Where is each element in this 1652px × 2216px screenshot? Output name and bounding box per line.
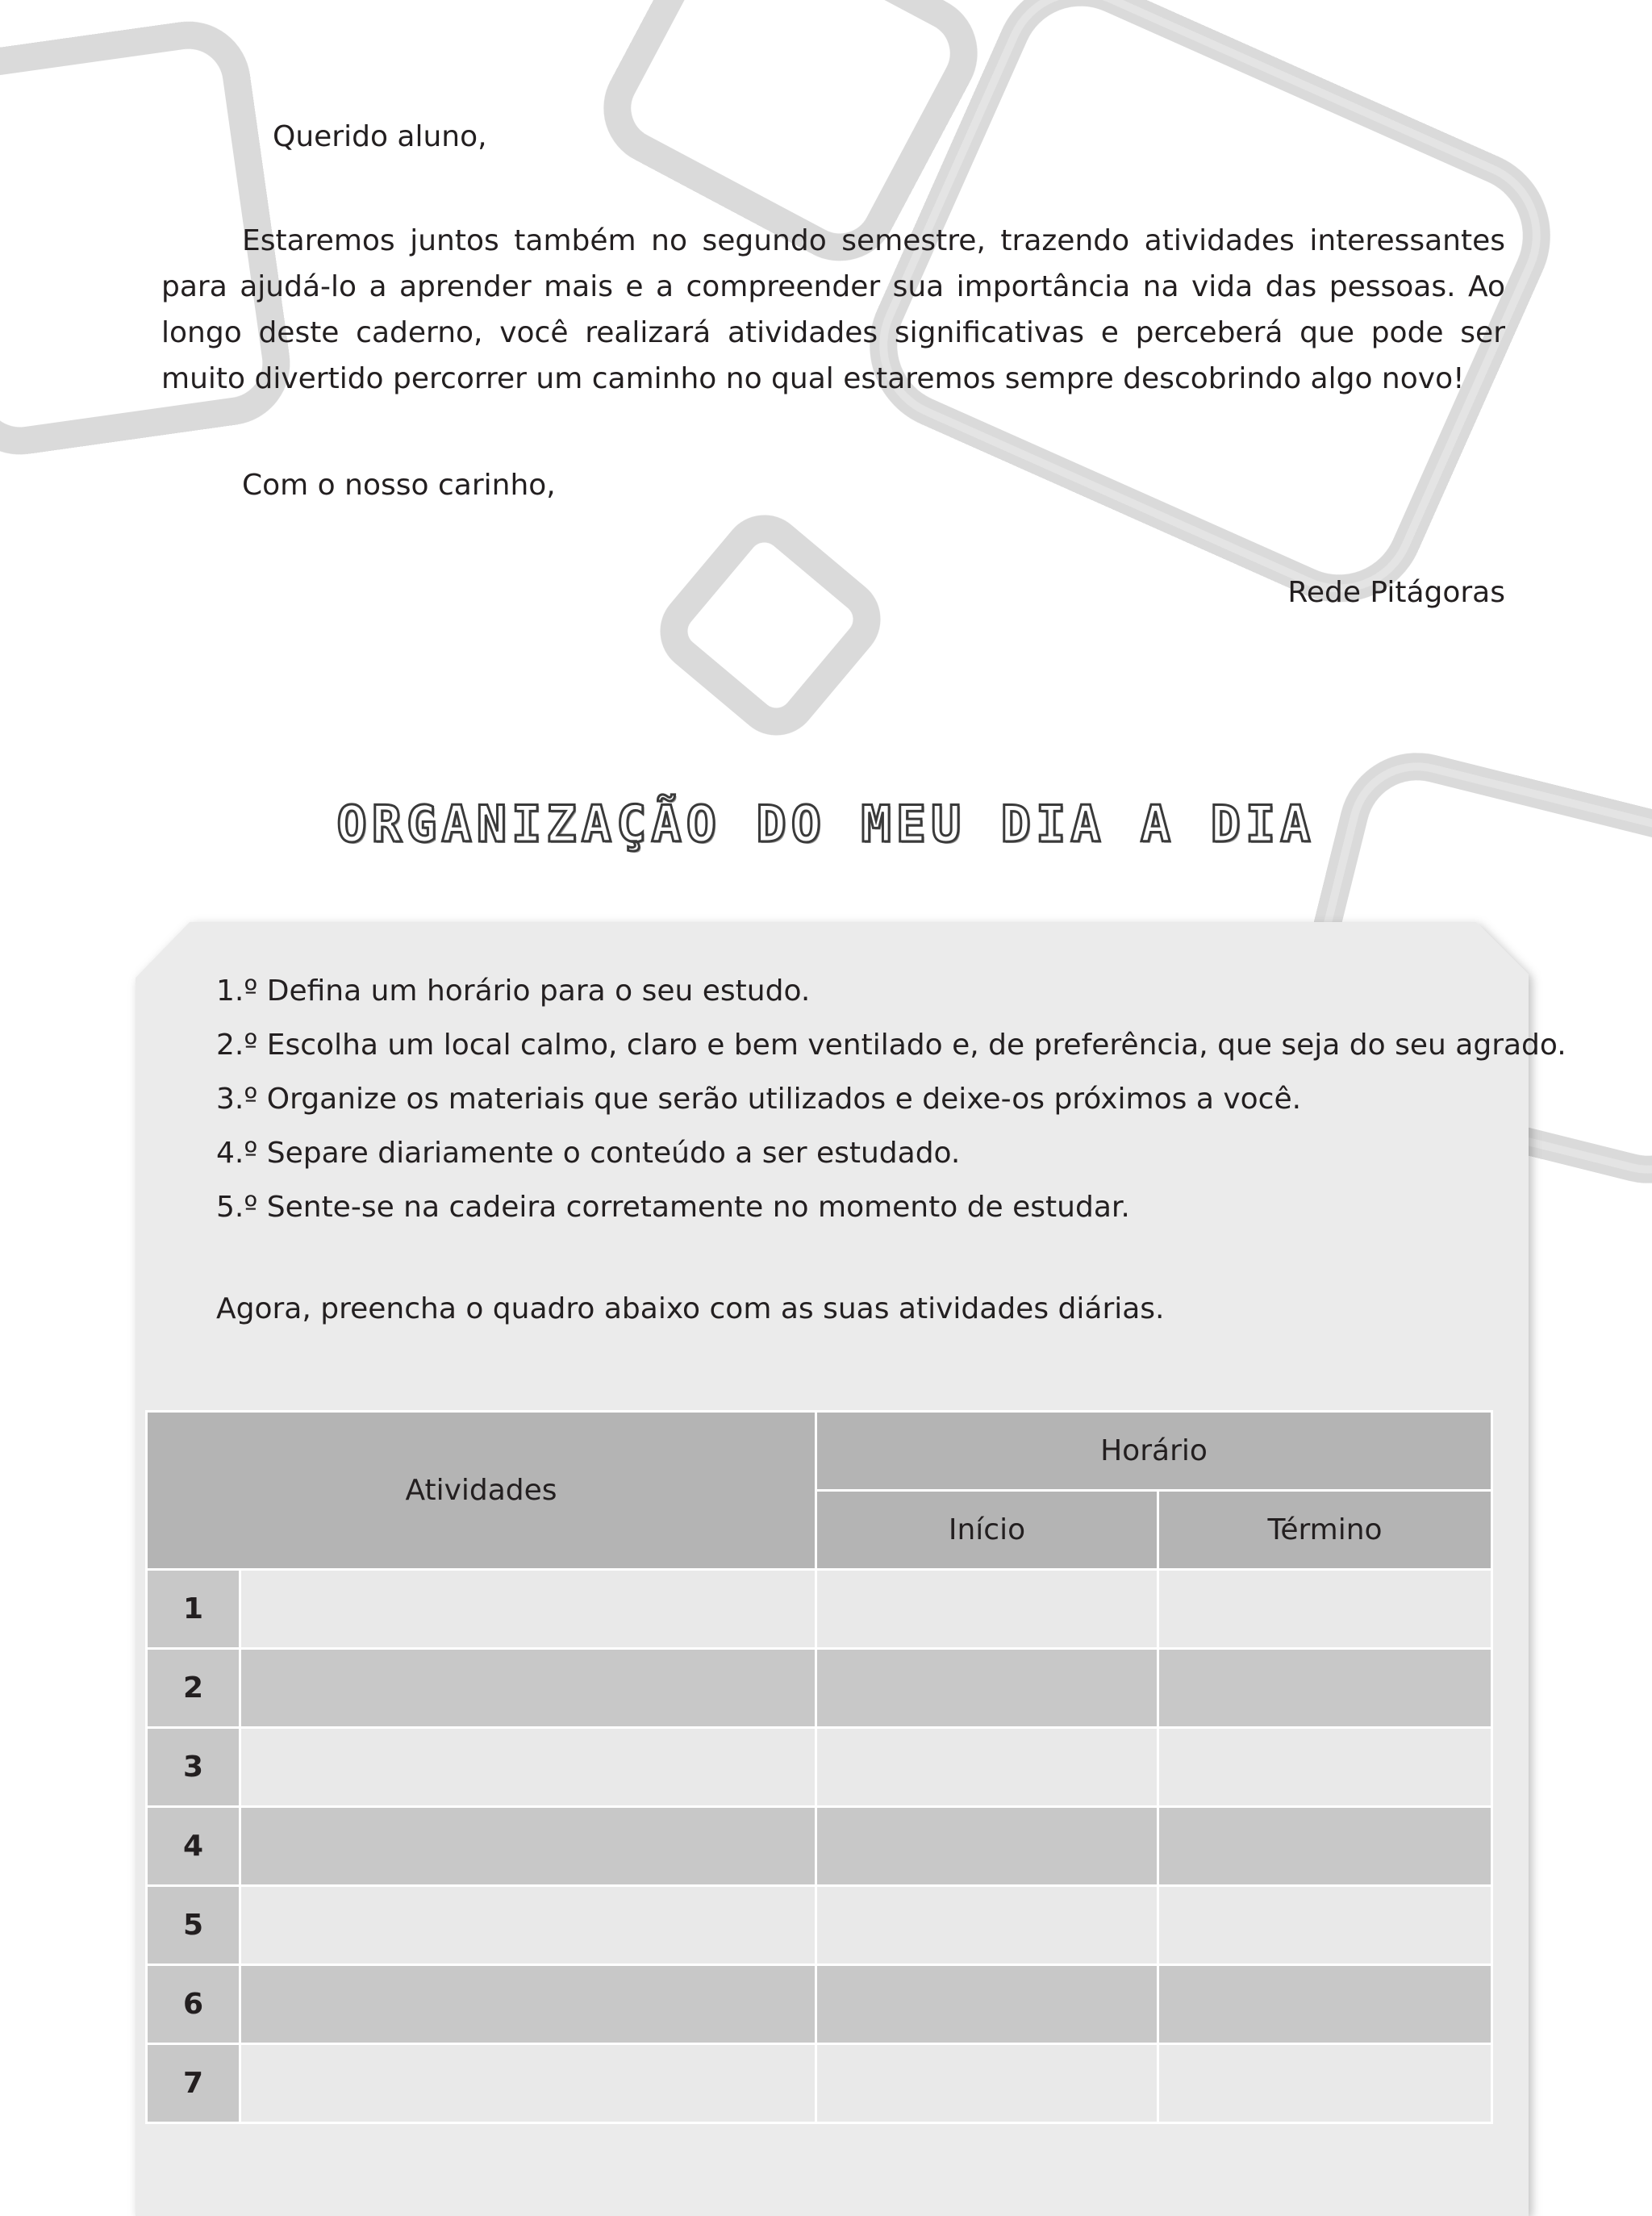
end-cell[interactable] [1158, 1649, 1492, 1728]
activity-cell[interactable] [240, 1886, 816, 1965]
activity-cell[interactable] [240, 1728, 816, 1807]
letter-signature: Rede Pitágoras [1287, 576, 1505, 609]
header-start: Início [816, 1491, 1158, 1570]
end-cell[interactable] [1158, 1807, 1492, 1886]
row-number: 2 [147, 1649, 240, 1728]
end-cell[interactable] [1158, 1965, 1492, 2044]
table-row [147, 1649, 1492, 1728]
table-row [147, 1886, 1492, 1965]
table-row [147, 1570, 1492, 1649]
start-cell[interactable] [816, 1807, 1158, 1886]
letter-greeting: Querido aluno, [273, 120, 487, 153]
activity-cell[interactable] [240, 1807, 816, 1886]
table-row [147, 1807, 1492, 1886]
row-number: 5 [147, 1886, 240, 1965]
tip-item: 5.º Sente-se na cadeira corretamente no momento de estudar. [216, 1191, 1130, 1224]
section-title: ORGANIZAÇÃO DO MEU DIA A DIA [336, 795, 1316, 853]
row-number: 4 [147, 1807, 240, 1886]
start-cell[interactable] [816, 1728, 1158, 1807]
tip-item: 3.º Organize os materiais que serão utilizados e deixe-os próximos a você. [216, 1083, 1302, 1116]
header-time: Horário [816, 1412, 1492, 1491]
instruction-text: Agora, preencha o quadro abaixo com as suas atividades diárias. [216, 1292, 1165, 1325]
row-number: 7 [147, 2044, 240, 2123]
start-cell[interactable] [816, 1649, 1158, 1728]
tip-item: 2.º Escolha um local calmo, claro e bem ventilado e, de preferência, que seja do seu agrado. [216, 1029, 1566, 1062]
activity-cell[interactable] [240, 2044, 816, 2123]
row-number: 6 [147, 1965, 240, 2044]
start-cell[interactable] [816, 1965, 1158, 2044]
header-activities: Atividades [147, 1412, 816, 1570]
row-number: 3 [147, 1728, 240, 1807]
tip-item: 1.º Defina um horário para o seu estudo. [216, 974, 811, 1008]
letter-closing: Com o nosso carinho, [242, 469, 556, 502]
tip-item: 4.º Separe diariamente o conteúdo a ser estudado. [216, 1137, 961, 1170]
activity-cell[interactable] [240, 1965, 816, 2044]
header-end: Término [1158, 1491, 1492, 1570]
row-number: 1 [147, 1570, 240, 1649]
table-row [147, 2044, 1492, 2123]
end-cell[interactable] [1158, 1570, 1492, 1649]
start-cell[interactable] [816, 2044, 1158, 2123]
end-cell[interactable] [1158, 1728, 1492, 1807]
start-cell[interactable] [816, 1886, 1158, 1965]
tips-list [216, 964, 1566, 1234]
end-cell[interactable] [1158, 1886, 1492, 1965]
activity-cell[interactable] [240, 1570, 816, 1649]
start-cell[interactable] [816, 1570, 1158, 1649]
table-row [147, 1728, 1492, 1807]
end-cell[interactable] [1158, 2044, 1492, 2123]
schedule-table [145, 1410, 1493, 2124]
activity-cell[interactable] [240, 1649, 816, 1728]
table-row [147, 1965, 1492, 2044]
letter-body: Estaremos juntos também no segundo semestre, trazendo atividades interessantes para ajudá-lo a aprender mais e a compreender sua importância na vida das pessoas. Ao longo deste caderno, você realizará atividades significativas e perceberá que pode ser muito divertido percorrer um caminho no qual estaremos sempre descobrindo algo novo! [161, 224, 1505, 395]
